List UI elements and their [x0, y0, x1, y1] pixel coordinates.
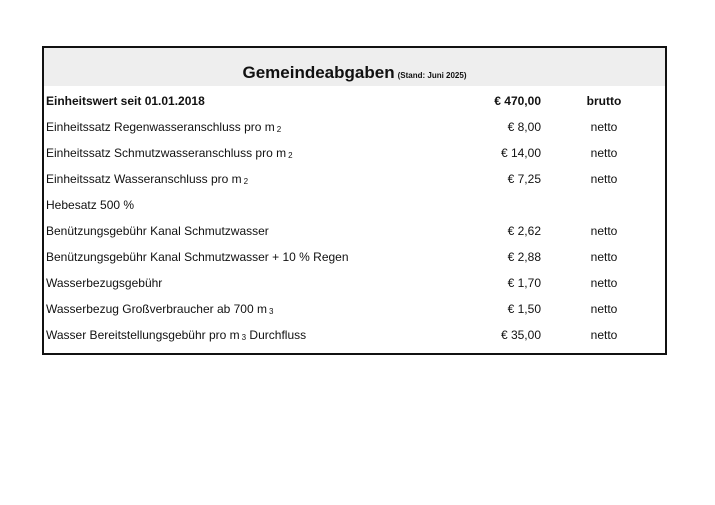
row-label: Wasser Bereitstellungsgebühr pro m 3 Durchfluss	[46, 328, 307, 342]
row-type: netto	[590, 172, 618, 186]
row-label: Benützungsgebühr Kanal Schmutzwasser	[46, 224, 269, 238]
table-row	[44, 166, 665, 192]
row-type: netto	[590, 276, 618, 290]
row-value: € 35,00	[500, 328, 541, 342]
unit-exponent: 3	[269, 307, 274, 316]
row-label: Wasserbezugsgebühr	[46, 276, 163, 290]
table-row	[44, 244, 665, 270]
row-type: netto	[590, 250, 618, 264]
row-label: Einheitswert seit 01.01.2018	[46, 94, 205, 108]
table-row	[44, 296, 665, 322]
row-type: brutto	[586, 94, 622, 108]
row-label: Benützungsgebühr Kanal Schmutzwasser + 10 % Regen	[46, 250, 349, 264]
table-row	[44, 192, 665, 218]
row-value: € 8,00	[507, 120, 541, 134]
fee-table	[42, 46, 667, 355]
row-type: netto	[590, 224, 618, 238]
row-type: netto	[590, 120, 618, 134]
row-value: € 7,25	[507, 172, 541, 186]
row-label: Wasserbezug Großverbraucher ab 700 m 3	[46, 302, 274, 316]
row-label: Einheitssatz Schmutzwasseranschluss pro m 2	[46, 146, 293, 160]
table-row	[44, 88, 665, 114]
row-label: Einheitssatz Wasseranschluss pro m 2	[46, 172, 249, 186]
title-block	[242, 63, 466, 83]
row-value: € 14,00	[500, 146, 541, 160]
row-value: € 2,62	[507, 224, 541, 238]
unit-exponent: 2	[243, 177, 249, 186]
table-row	[44, 114, 665, 140]
row-value: € 470,00	[494, 94, 541, 108]
unit-exponent: 2	[288, 151, 293, 160]
row-type: netto	[590, 302, 618, 316]
page-subtitle: (Stand: Juni 2025)	[397, 71, 467, 80]
table-row	[44, 322, 665, 348]
unit-exponent: 3	[241, 333, 247, 342]
table-row	[44, 218, 665, 244]
row-value: € 1,70	[507, 276, 541, 290]
title-band	[44, 48, 665, 86]
page-title: Gemeindeabgaben	[242, 63, 395, 82]
row-label: Hebesatz 500 %	[46, 198, 135, 212]
row-type: netto	[590, 328, 618, 342]
row-label: Einheitssatz Regenwasseranschluss pro m 2	[46, 120, 282, 134]
row-value: € 2,88	[507, 250, 541, 264]
table-row	[44, 270, 665, 296]
unit-exponent: 2	[276, 125, 282, 134]
row-type: netto	[590, 146, 618, 160]
row-value: € 1,50	[507, 302, 541, 316]
table-row	[44, 140, 665, 166]
